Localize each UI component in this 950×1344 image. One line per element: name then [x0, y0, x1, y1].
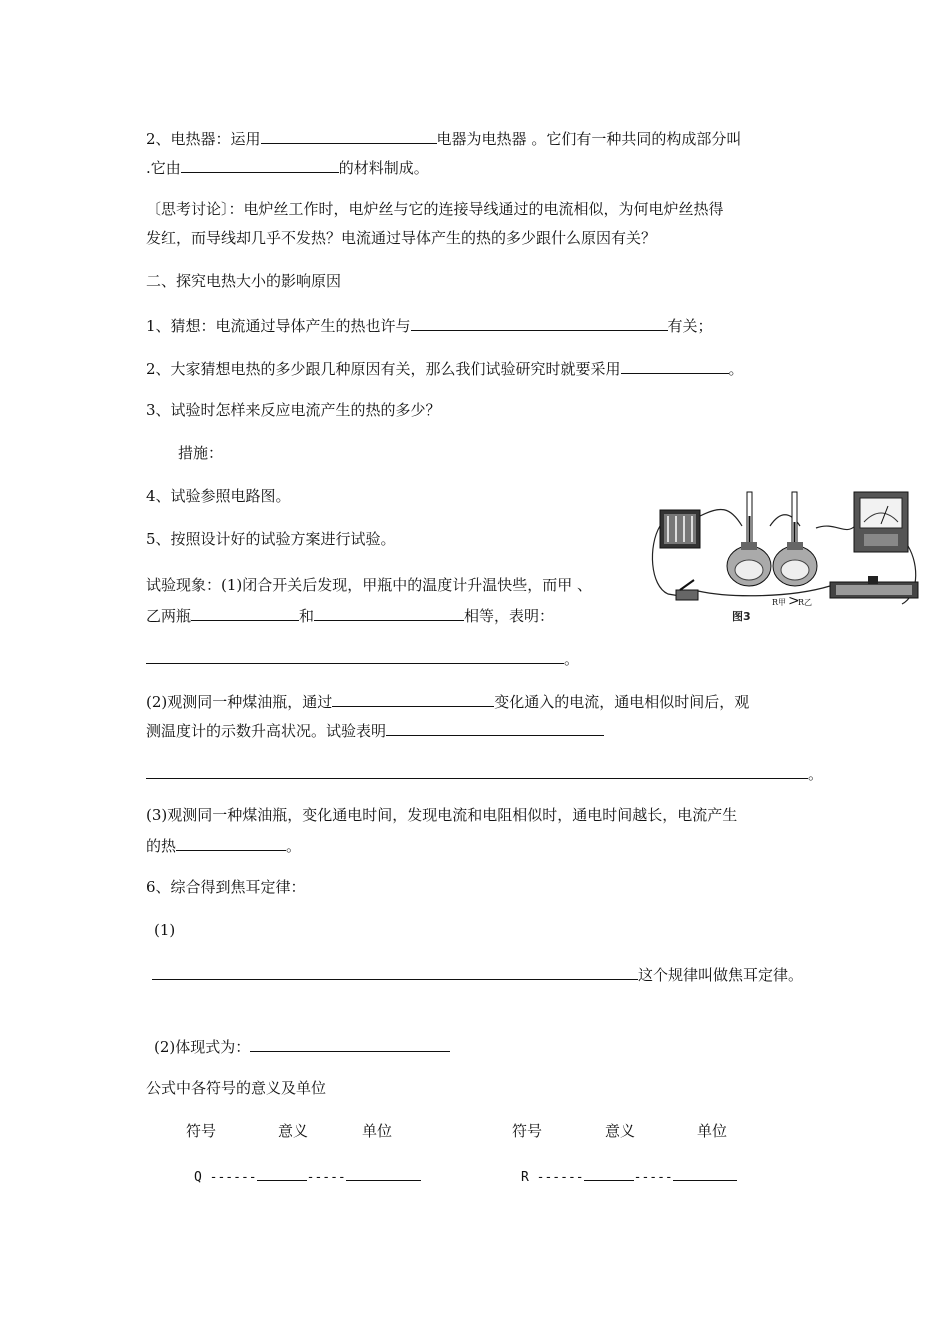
dash: -----	[633, 1170, 673, 1185]
text: 的材料制成。	[338, 159, 429, 177]
line-observe-2	[146, 690, 749, 712]
text: 相等，表明：	[464, 607, 555, 625]
text: 测温度计的示数升高状况。试验表明	[146, 722, 387, 740]
text: 变化通入的电流，通电相似时间后，观	[494, 693, 750, 711]
answer-blank[interactable]	[261, 127, 437, 144]
answer-blank[interactable]	[250, 1035, 450, 1052]
header-meaning: 意义	[278, 1122, 309, 1140]
unit-blank[interactable]	[346, 1164, 421, 1181]
header-symbol: 符号	[512, 1122, 543, 1140]
header-unit: 单位	[362, 1122, 393, 1140]
text: (2)观测同一种煤油瓶，通过	[146, 693, 333, 711]
line-bottles	[146, 604, 554, 626]
text: 。	[808, 765, 824, 783]
header-symbol: 符号	[186, 1122, 217, 1140]
text: 有关；	[667, 317, 713, 335]
unit-blank[interactable]	[673, 1164, 737, 1181]
line-observe-2b	[146, 719, 604, 741]
thermometer-icon	[747, 492, 752, 550]
text: 。	[564, 650, 580, 668]
text: 。	[286, 837, 302, 855]
answer-blank[interactable]	[314, 604, 464, 621]
wire	[816, 526, 855, 530]
line-observe-3b	[146, 834, 301, 856]
line-guess	[146, 314, 713, 336]
line-material	[146, 156, 429, 178]
answer-blank[interactable]	[332, 690, 494, 707]
header-meaning: 意义	[605, 1122, 636, 1140]
answer-blank[interactable]	[146, 647, 564, 664]
line-measures: 措施：	[178, 444, 224, 462]
answer-blank[interactable]	[152, 963, 638, 980]
answer-blank[interactable]	[621, 357, 729, 374]
formula-left: R甲	[772, 598, 787, 607]
wire	[700, 509, 742, 526]
answer-blank[interactable]	[191, 604, 299, 621]
text: 。	[728, 360, 744, 378]
answer-blank[interactable]	[181, 156, 339, 173]
text: 乙两瓶	[146, 607, 192, 625]
line-formula	[154, 1035, 450, 1057]
line-joule-law	[152, 963, 803, 985]
wire	[698, 586, 830, 596]
figure-caption: 图3	[732, 610, 751, 623]
meaning-blank[interactable]	[584, 1164, 634, 1181]
line-circuit: 4、试验参照电路图。	[146, 487, 291, 505]
line-observe-3: (3)观测同一种煤油瓶，变化通电时间，发现电流和电阻相似时，通电时间越长，电流产生	[146, 806, 738, 824]
line-conclusion-1	[146, 647, 579, 669]
text: 和	[299, 607, 315, 625]
text: 这个规律叫做焦耳定律。	[638, 966, 804, 984]
bottle-jia-icon	[727, 542, 771, 586]
formula-operator: >	[788, 593, 800, 609]
line-symbols-title: 公式中各符号的意义及单位	[146, 1079, 327, 1097]
row-r	[521, 1164, 737, 1188]
text: (2)体现式为：	[154, 1038, 251, 1056]
line-question: 3、试验时怎样来反应电流产生的热的多少？	[146, 401, 441, 419]
discussion-line-2: 发红，而导线却几乎不发热？电流通过导体产生的热的多少跟什么原因有关？	[146, 229, 657, 247]
header-unit: 单位	[697, 1122, 728, 1140]
bottle-yi-icon	[773, 542, 817, 586]
circuit-figure	[640, 486, 925, 626]
text: .它由	[146, 159, 181, 177]
text: 1、猜想：电流通过导体产生的热也许与	[146, 317, 411, 335]
formula-right: R乙	[798, 598, 813, 607]
discussion-line-1: 〔思考讨论〕：电炉丝工作时，电炉丝与它的连接导线通过的电流相似，为何电炉丝热得	[146, 200, 724, 218]
ammeter-icon	[854, 492, 908, 552]
dash: -----	[306, 1170, 346, 1185]
symbol-r: R ------	[521, 1170, 584, 1185]
line-experiment: 5、按照设计好的试验方案进行试验。	[146, 530, 396, 548]
answer-blank[interactable]	[146, 762, 808, 779]
battery-icon	[660, 510, 700, 548]
answer-blank[interactable]	[411, 314, 668, 331]
line-phenomenon: 试验现象：(1)闭合开关后发现，甲瓶中的温度计升温快些，而甲 、	[146, 576, 593, 594]
line-electric-heater	[146, 127, 741, 149]
text: 2、大家猜想电热的多少跟几种原因有关，那么我们试验研究时就要采用	[146, 360, 621, 378]
answer-blank[interactable]	[386, 719, 604, 736]
text: 2、电热器：运用	[146, 130, 261, 148]
text: 的热	[146, 837, 177, 855]
line-item-1: (1)	[154, 921, 176, 939]
line-method	[146, 357, 744, 379]
line-joule: 6、综合得到焦耳定律：	[146, 878, 306, 896]
text: 电器为电热器 。它们有一种共同的构成部分叫	[436, 130, 742, 148]
rheostat-icon	[830, 576, 918, 598]
answer-blank[interactable]	[176, 834, 286, 851]
row-q	[194, 1164, 421, 1188]
section-heading: 二、探究电热大小的影响原因	[146, 272, 342, 290]
meaning-blank[interactable]	[257, 1164, 307, 1181]
symbol-q: Q ------	[194, 1170, 257, 1185]
switch-icon	[676, 580, 698, 600]
line-conclusion-2	[146, 762, 823, 784]
thermometer-icon	[792, 492, 797, 550]
